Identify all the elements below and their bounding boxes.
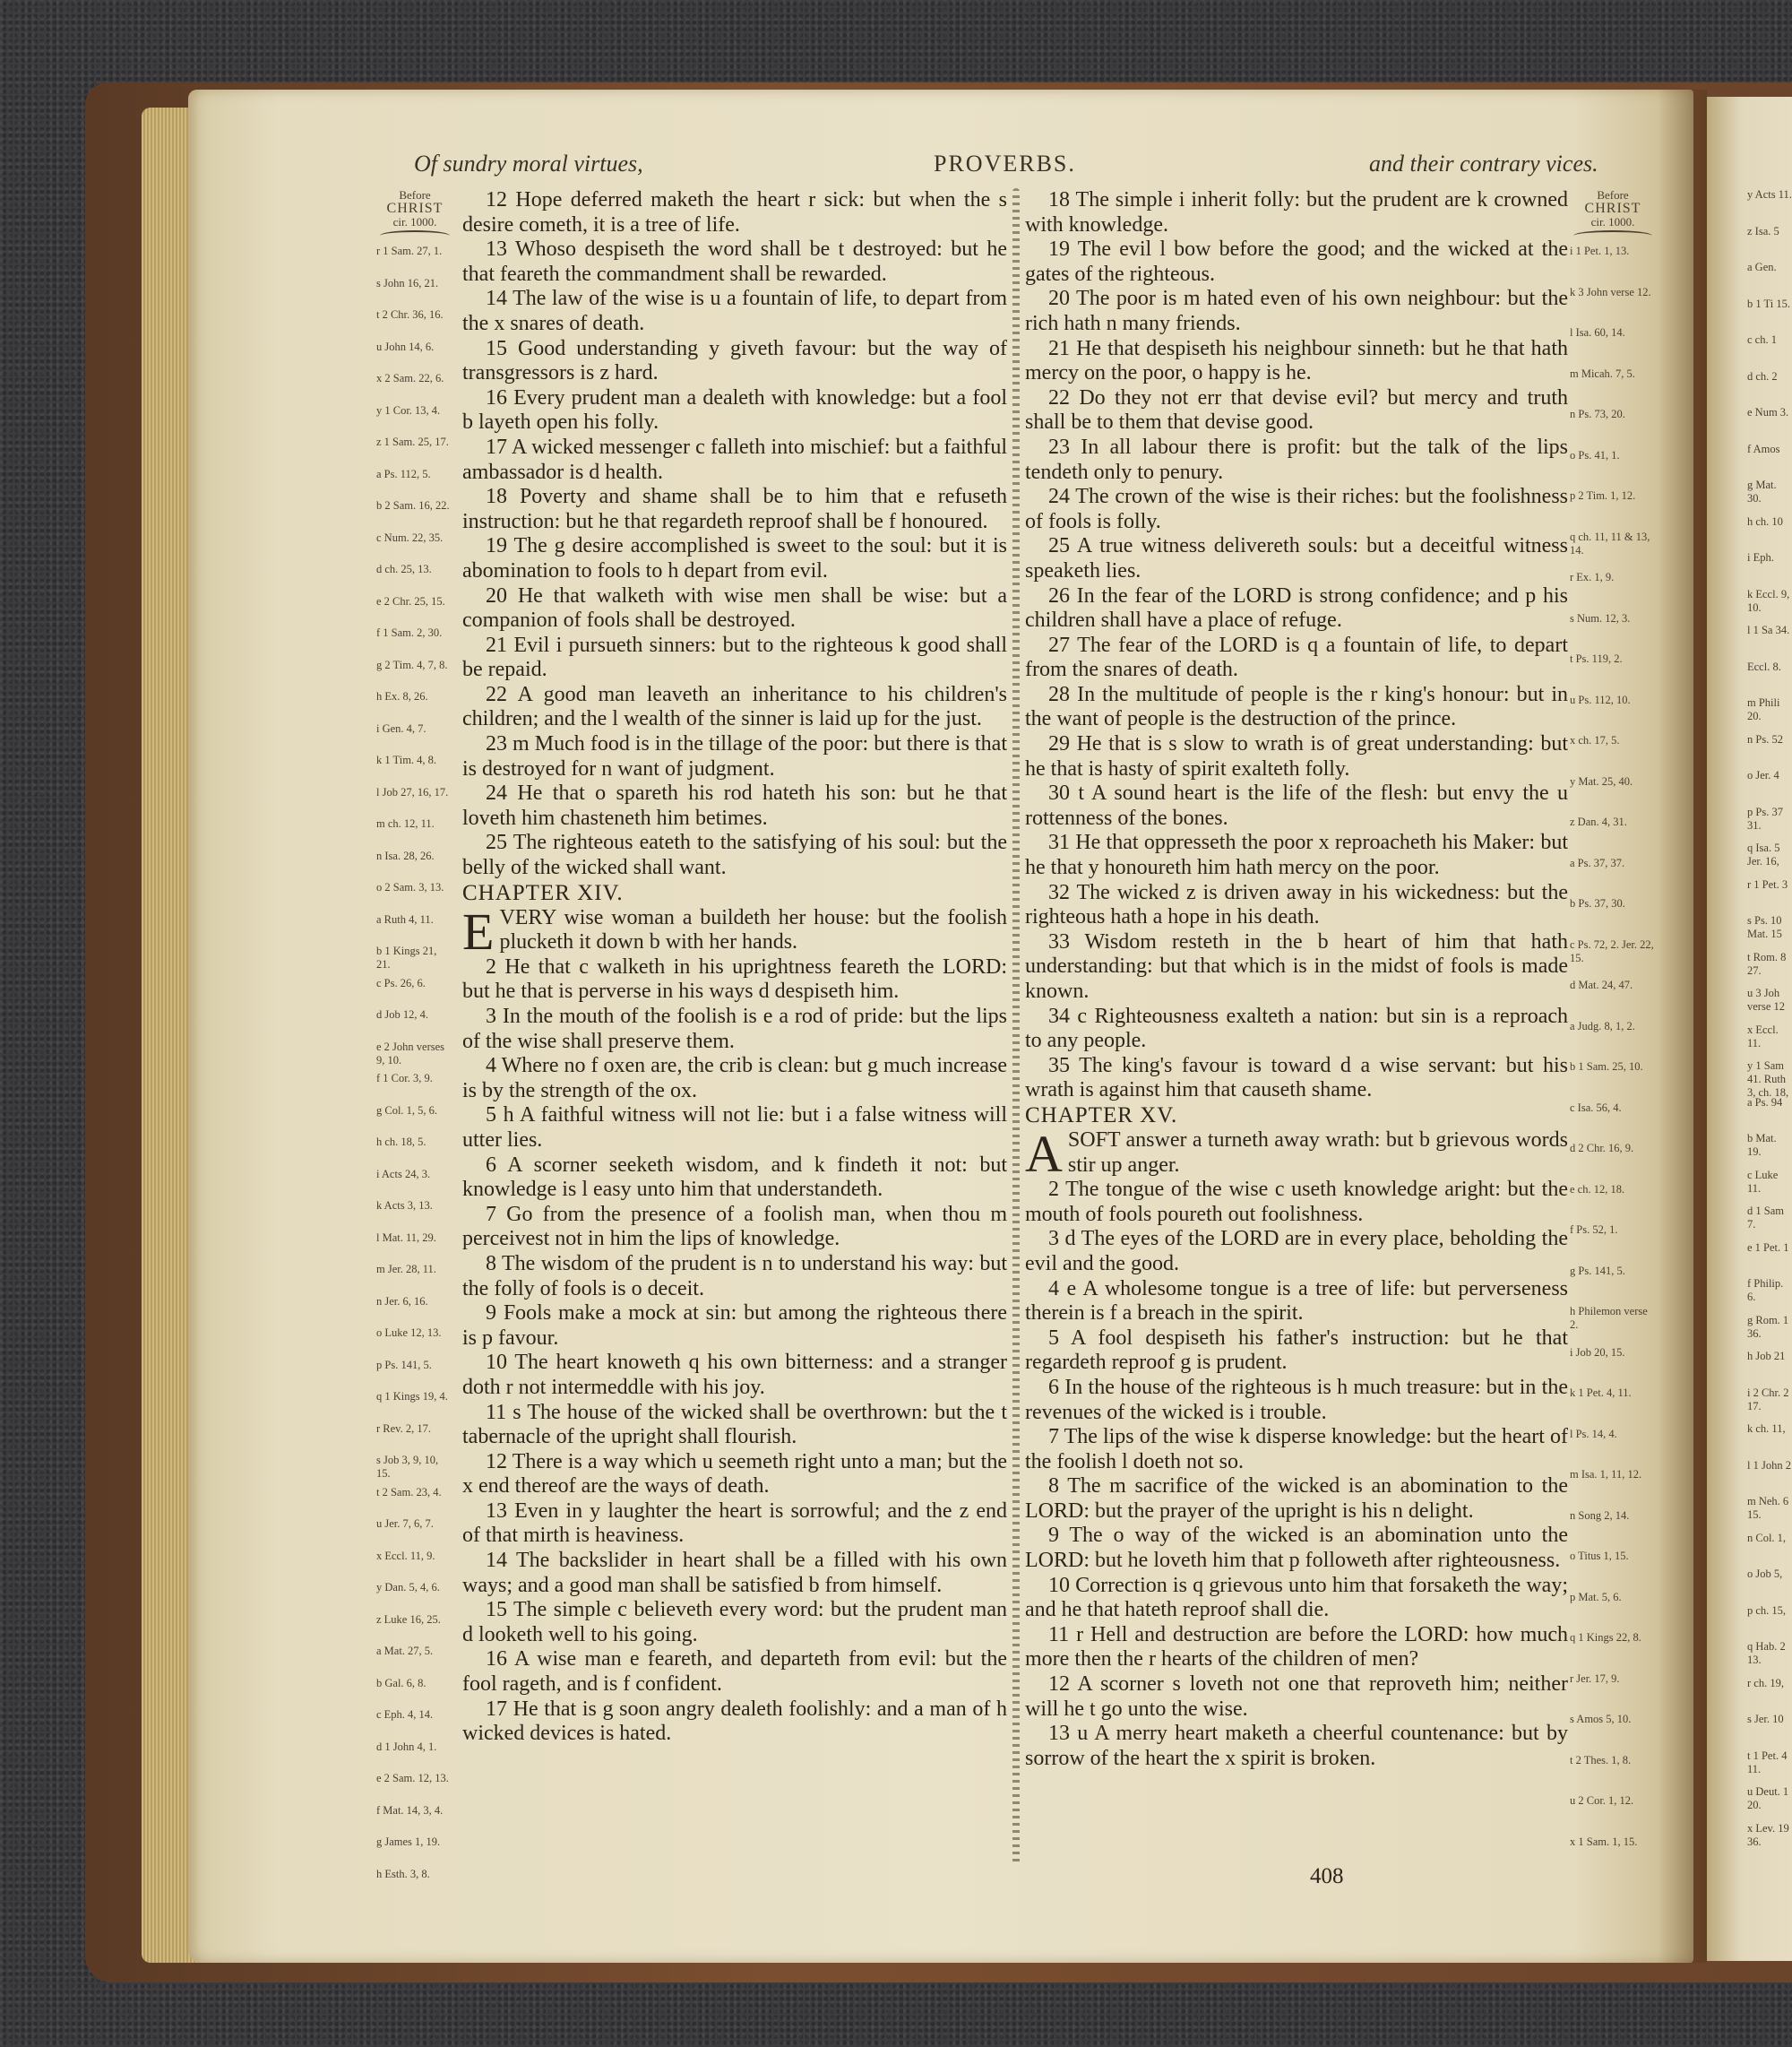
verse: 18 Poverty and shame shall be to him that e refuseth instruction: but he that regardeth reproof shall be f honoured. — [462, 485, 1007, 533]
date-label: cir. 1000. — [392, 215, 437, 229]
cross-reference: k Acts 3, 13. — [376, 1199, 433, 1212]
verse: 22 Do they not err that devise evil? but mercy and truth shall be to them that devise good. — [1025, 385, 1568, 435]
verse: 26 In the fear of the LORD is strong confidence; and p his children shall have a place of refuge. — [1025, 583, 1568, 633]
verse: 7 Go from the presence of a foolish man, when thou m perceivest not in him the lips of knowledge. — [462, 1202, 1007, 1251]
verse: 11 s The house of the wicked shall be overthrown: but the t tabernacle of the upright shall flourish. — [462, 1400, 1007, 1449]
verse: 11 r Hell and destruction are before the LORD: how much more then the r hearts of the children of men? — [1025, 1622, 1568, 1671]
cross-reference: c Isa. 56, 4. — [1570, 1101, 1622, 1114]
verse: 35 The king's favour is toward d a wise servant: but his wrath is against him that causeth shame. — [1025, 1053, 1568, 1102]
cross-reference: p Ps. 141, 5. — [376, 1358, 432, 1371]
verse: 19 The g desire accomplished is sweet to the soul: but it is abomination to fools to h depart from evil. — [462, 534, 1007, 583]
cross-reference: o Titus 1, 15. — [1570, 1550, 1629, 1562]
cross-reference: r Jer. 17, 9. — [1570, 1671, 1620, 1685]
verse: 13 Whoso despiseth the word shall be t destroyed: but he that feareth the commandment shall be rewarded. — [462, 238, 1007, 286]
cross-reference: n Ps. 73, 20. — [1570, 408, 1625, 420]
cross-reference: m Neh. 6 15. — [1747, 1495, 1789, 1521]
cross-reference: n Jer. 6, 16. — [376, 1294, 428, 1308]
cross-reference: c Eph. 4, 14. — [376, 1708, 434, 1721]
cross-reference: p Mat. 5, 6. — [1570, 1590, 1622, 1603]
cross-reference: s Ps. 10 Mat. 15 — [1747, 914, 1782, 940]
verse: 34 c Righteousness exalteth a nation: but sin is a reproach to any people. — [1025, 1004, 1568, 1053]
cross-reference: f Philip. 6. — [1747, 1277, 1784, 1303]
cross-reference: p 2 Tim. 1, 12. — [1570, 489, 1636, 502]
cross-reference: m ch. 12, 11. — [376, 817, 435, 830]
verse: 23 m Much food is in the tillage of the poor: but there is that is destroyed for n want of judgment. — [462, 732, 1007, 781]
verse: 9 Fools make a mock at sin: but among the righteous there is p favour. — [462, 1301, 1007, 1350]
verse: 8 The m sacrifice of the wicked is an abomination to the LORD: but the prayer of the upright is his n delight. — [1025, 1474, 1568, 1523]
verse: 31 He that oppresseth the poor x reproacheth his Maker: but he that y honoureth him hath mercy on the poor. — [1025, 831, 1568, 880]
left-text-column — [462, 188, 1007, 1747]
cross-reference: g Rom. 1 36. — [1747, 1313, 1789, 1340]
cross-reference: i 1 Pet. 1, 13. — [1570, 245, 1630, 257]
cross-reference: r 1 Pet. 3 — [1747, 877, 1788, 891]
cross-reference: h ch. 10 — [1747, 514, 1783, 528]
verse: 17 A wicked messenger c falleth into mischief: but a faithful ambassador is d health. — [462, 435, 1007, 484]
cross-reference: u Deut. 1 20. — [1747, 1785, 1789, 1811]
cross-reference: i 2 Chr. 2 17. — [1747, 1386, 1789, 1412]
verse: 2 He that c walketh in his uprightness feareth the LORD: but he that is perverse in his ways d despiseth him. — [462, 954, 1007, 1004]
right-margin-references — [1570, 188, 1656, 1903]
verse: 18 The simple i inherit folly: but the prudent are k crowned with knowledge. — [1025, 188, 1568, 237]
cross-reference: x 1 Sam. 1, 15. — [1570, 1835, 1638, 1848]
cross-reference: h Esth. 3, 8. — [376, 1867, 430, 1880]
ornament-swash — [1573, 230, 1652, 241]
drop-cap: E — [462, 902, 495, 961]
cross-reference: s Job 3, 9, 10, 15. — [376, 1454, 439, 1480]
cross-reference: m Jer. 28, 11. — [376, 1263, 436, 1275]
verse: 15 Good understanding y giveth favour: but the way of transgressors is z hard. — [462, 336, 1007, 385]
cross-reference: d ch. 25, 13. — [376, 563, 432, 575]
cross-reference: f 1 Cor. 3, 9. — [376, 1072, 433, 1084]
cross-reference: p Ps. 37 31. — [1747, 805, 1783, 832]
cross-reference: d 1 John 4, 1. — [376, 1740, 437, 1753]
cross-reference: y Dan. 5, 4, 6. — [376, 1581, 440, 1594]
verse: 2 The tongue of the wise c useth knowledge aright: but the mouth of fools poureth out foolishness. — [1025, 1178, 1568, 1226]
chapter-13-verses — [462, 188, 1007, 881]
cross-reference: d Job 12, 4. — [376, 1008, 428, 1021]
cross-reference: a Judg. 8, 1, 2. — [1570, 1019, 1635, 1032]
cross-reference: z Dan. 4, 31. — [1570, 816, 1627, 828]
cross-reference: k 3 John verse 12. — [1570, 285, 1651, 298]
left-margin-references — [376, 188, 453, 1926]
cross-reference: g Ps. 141, 5. — [1570, 1264, 1625, 1277]
chapter-15-verse-1 — [1025, 1124, 1568, 1183]
cross-reference: k 1 Pet. 4, 11. — [1570, 1386, 1632, 1399]
cross-reference: l Mat. 11, 29. — [376, 1231, 436, 1244]
verse: 20 He that walketh with wise men shall be wise: but a companion of fools shall be destroyed. — [462, 583, 1007, 633]
cross-reference: x Eccl. 11. — [1747, 1023, 1779, 1049]
cross-reference: e 2 John verses 9, 10. — [376, 1040, 445, 1067]
verse: 4 e A wholesome tongue is a tree of life: but perverseness therein is f a breach in the spirit. — [1025, 1276, 1568, 1326]
running-head-right: and their contrary vices. — [1369, 151, 1598, 177]
verse: 16 Every prudent man a dealeth with knowledge: but a fool b layeth open his folly. — [462, 385, 1007, 435]
gutter-shadow — [1658, 90, 1707, 1963]
cross-reference: y Acts 11. — [1747, 188, 1792, 201]
cross-reference: i Job 20, 15. — [1570, 1345, 1625, 1359]
cross-reference: f 1 Sam. 2, 30. — [376, 626, 443, 639]
verse: 28 In the multitude of people is the r king's honour: but in the want of people is the destruction of the prince. — [1025, 682, 1568, 731]
cross-reference: e 1 Pet. 1 — [1747, 1240, 1789, 1254]
cross-reference: g 2 Tim. 4, 7, 8. — [376, 658, 448, 671]
verse: 21 Evil i pursueth sinners: but to the righteous k good shall be repaid. — [462, 633, 1007, 682]
verse: 12 A scorner s loveth not one that reproveth him; neither will he t go unto the wise. — [1025, 1672, 1568, 1721]
verse: 19 The evil l bow before the good; and the wicked at the gates of the righteous. — [1025, 238, 1568, 286]
cross-reference: n Col. 1, — [1747, 1531, 1787, 1544]
verse: 10 The heart knoweth q his own bitterness: and a stranger doth r not intermeddle with his joy. — [462, 1351, 1007, 1399]
verse: 24 The crown of the wise is their riches: but the foolishness of fools is folly. — [1025, 485, 1568, 533]
verse: 3 d The eyes of the LORD are in every place, beholding the evil and the good. — [1025, 1227, 1568, 1275]
chapter-14-verses-continued — [1025, 188, 1568, 1103]
cross-reference: c Num. 22, 35. — [376, 531, 444, 544]
cross-reference: b Ps. 37, 30. — [1570, 897, 1625, 910]
before-label: Before — [399, 188, 431, 202]
cross-reference: x ch. 17, 5. — [1570, 734, 1620, 747]
page-number: 408 — [1310, 1864, 1344, 1888]
cross-reference: z Isa. 5 — [1747, 224, 1779, 238]
before-label: Before — [1597, 188, 1629, 202]
cross-reference: q Hab. 2 13. — [1747, 1640, 1786, 1666]
cross-reference: l Job 27, 16, 17. — [376, 785, 449, 799]
cross-reference: q Isa. 5 Jer. 16, — [1747, 842, 1780, 868]
cross-reference: u John 14, 6. — [376, 340, 435, 353]
right-text-column — [1025, 188, 1568, 1771]
cross-reference: q 1 Kings 19, 4. — [376, 1390, 448, 1403]
cross-reference: x Lev. 19 36. — [1747, 1821, 1789, 1848]
cross-reference: s Num. 12, 3. — [1570, 611, 1631, 625]
cross-reference: o Luke 12, 13. — [376, 1326, 442, 1339]
cross-reference: l 1 John 2 — [1747, 1458, 1791, 1472]
cross-reference: a Mat. 27, 5. — [376, 1645, 434, 1657]
cross-reference: h ch. 18, 5. — [376, 1136, 426, 1148]
date-label: cir. 1000. — [1590, 215, 1635, 229]
verse: 23 In all labour there is profit: but the talk of the lips tendeth only to penury. — [1025, 435, 1568, 484]
verse: 13 Even in y laughter the heart is sorrowful; and the z end of that mirth is heaviness. — [462, 1499, 1007, 1548]
cross-reference: o Job 5, — [1747, 1568, 1783, 1580]
verse: 14 The backslider in heart shall be a filled with his own ways; and a good man shall be satisfied b from himself. — [462, 1549, 1007, 1597]
verse: 16 A wise man e feareth, and departeth from evil: but the fool rageth, and is f confident. — [462, 1647, 1007, 1697]
cross-reference: c ch. 1 — [1747, 333, 1777, 346]
cross-reference: t Ps. 119, 2. — [1570, 652, 1623, 665]
chapter-14-verses — [462, 955, 1007, 1747]
cross-reference: g Col. 1, 5, 6. — [376, 1103, 438, 1117]
cross-reference: e ch. 12, 18. — [1570, 1182, 1625, 1196]
cross-reference: h Ex. 8, 26. — [376, 690, 428, 703]
cross-reference: b 1 Sam. 25, 10. — [1570, 1060, 1643, 1073]
cross-reference: n Ps. 52 — [1747, 732, 1783, 746]
cross-reference: b 1 Kings 21, 21. — [376, 945, 437, 971]
verse: 14 The law of the wise is u a fountain of life, to depart from the x snares of death. — [462, 287, 1007, 335]
cross-reference: a Ruth 4, 11. — [376, 912, 434, 926]
cross-reference: q 1 Kings 22, 8. — [1570, 1631, 1641, 1644]
cross-reference: n Isa. 28, 26. — [376, 849, 435, 862]
cross-reference: n Song 2, 14. — [1570, 1508, 1630, 1522]
christ-label: CHRIST — [386, 201, 444, 216]
cross-reference: f Amos — [1747, 442, 1780, 455]
cross-reference: b Mat. 19. — [1747, 1132, 1777, 1158]
cross-reference: c Ps. 72, 2. Jer. 22, 15. — [1570, 937, 1654, 964]
cross-reference: m Isa. 1, 11, 12. — [1570, 1468, 1642, 1481]
verse: 24 He that o spareth his rod hateth his son: but he that loveth him chasteneth him betimes. — [462, 782, 1007, 830]
verse: 12 Hope deferred maketh the heart r sick: but when the s desire cometh, it is a tree of life. — [462, 188, 1007, 237]
verse: 25 A true witness delivereth souls: but a deceitful witness speaketh lies. — [1025, 534, 1568, 583]
verse: 4 Where no f oxen are, the crib is clean: but g much increase is by the strength of the ox. — [462, 1054, 1007, 1102]
cross-reference: a Ps. 37, 37. — [1570, 856, 1625, 869]
drop-cap: A — [1025, 1124, 1063, 1183]
cross-reference: h Job 21 — [1747, 1350, 1786, 1362]
cross-reference: y 1 Cor. 13, 4. — [376, 403, 441, 417]
cross-reference: a Ps. 94 — [1747, 1095, 1783, 1109]
verse-text: VERY wise woman a buildeth her house: but the foolish plucketh it down b with her hands. — [499, 905, 1007, 954]
cross-reference: f Ps. 52, 1. — [1570, 1223, 1618, 1236]
cross-reference: d 1 Sam 7. — [1747, 1205, 1784, 1231]
verse: 13 u A merry heart maketh a cheerful countenance: but by sorrow of the heart the x spirit is broken. — [1025, 1722, 1568, 1770]
verse: 12 There is a way which u seemeth right unto a man; but the x end thereof are the ways of death. — [462, 1449, 1007, 1499]
cross-reference: i Gen. 4, 7. — [376, 721, 426, 735]
cross-reference: c Luke 11. — [1747, 1168, 1779, 1195]
cross-reference: o 2 Sam. 3, 13. — [376, 881, 444, 894]
cross-reference: b Gal. 6, 8. — [376, 1676, 426, 1689]
cross-reference: m Phili 20. — [1747, 696, 1780, 722]
verse-text: SOFT answer a turneth away wrath: but b grievous words stir up anger. — [1067, 1127, 1568, 1177]
before-christ-note — [1570, 188, 1656, 241]
verse: 5 A fool despiseth his father's instruction: but he that regardeth reproof g is prudent. — [1025, 1326, 1568, 1375]
verse: 17 He that is g soon angry dealeth foolishly: and a man of h wicked devices is hated. — [462, 1697, 1007, 1746]
verse: 29 He that is s slow to wrath is of great understanding: but he that is hasty of spirit exalteth folly. — [1025, 732, 1568, 781]
cross-reference: s John 16, 21. — [376, 276, 439, 289]
chapter-heading: CHAPTER XV. — [1025, 1102, 1178, 1127]
left-reference-list — [376, 245, 453, 1926]
cross-reference: o Jer. 4 — [1747, 769, 1779, 782]
cross-reference: l Isa. 60, 14. — [1570, 326, 1625, 339]
running-head-left: Of sundry moral virtues, — [414, 151, 643, 177]
verse: 6 In the house of the righteous is h much treasure: but in the revenues of the wicked is i trouble. — [1025, 1375, 1568, 1424]
verse: 9 The o way of the wicked is an abomination unto the LORD: but he loveth him that p followeth after righteousness. — [1025, 1524, 1568, 1573]
cross-reference: u 3 Joh verse 12 — [1747, 987, 1785, 1013]
cross-reference: l 1 Sa 34. — [1747, 624, 1790, 636]
chapter-heading: CHAPTER XIV. — [462, 880, 624, 905]
cross-reference: z Luke 16, 25. — [376, 1612, 441, 1626]
verse: 10 Correction is q grievous unto him that forsaketh the way; and he that hateth reproof shall die. — [1025, 1573, 1568, 1622]
cross-reference: y Mat. 25, 40. — [1570, 774, 1633, 788]
cross-reference: b 1 Ti 15. — [1747, 297, 1790, 310]
cross-reference: g James 1, 19. — [376, 1835, 441, 1848]
chapter-14-verse-1 — [462, 902, 1007, 961]
verse: 6 A scorner seeketh wisdom, and k findeth it not: but knowledge is l easy unto him that understandeth. — [462, 1153, 1007, 1202]
facing-page-margin-references — [1747, 188, 1792, 1885]
cross-reference: x Eccl. 11, 9. — [376, 1549, 435, 1562]
cross-reference: k 1 Tim. 4, 8. — [376, 754, 437, 766]
cross-reference: u Jer. 7, 6, 7. — [376, 1517, 434, 1530]
cross-reference: l Ps. 14, 4. — [1570, 1427, 1617, 1440]
cross-reference: o Ps. 41, 1. — [1570, 448, 1620, 462]
cross-reference: k ch. 11, — [1747, 1422, 1786, 1435]
running-head-title: PROVERBS. — [934, 151, 1076, 177]
cross-reference: i Acts 24, 3. — [376, 1167, 431, 1180]
chapter-15-verses — [1025, 1178, 1568, 1771]
verse: 5 h A faithful witness will not lie: but i a false witness will utter lies. — [462, 1103, 1007, 1152]
cross-reference: e Num 3. — [1747, 406, 1789, 419]
ornament-swash — [380, 230, 450, 241]
cross-reference: y 1 Sam 41. Ruth 3, ch. 18, — [1747, 1059, 1789, 1099]
verse: 7 The lips of the wise k disperse knowledge: but the heart of the foolish l doeth not so. — [1025, 1425, 1568, 1473]
verse: 8 The wisdom of the prudent is n to understand his way: but the folly of fools is o deceit. — [462, 1251, 1007, 1300]
cross-reference: u Ps. 112, 10. — [1570, 693, 1631, 706]
cross-reference: t Rom. 8 27. — [1747, 950, 1787, 977]
cross-reference: d ch. 2 — [1747, 369, 1778, 383]
before-christ-note — [376, 188, 453, 241]
cross-reference: Eccl. 8. — [1747, 660, 1781, 673]
cross-reference: c Ps. 26, 6. — [376, 976, 426, 989]
cross-reference: t 2 Thes. 1, 8. — [1570, 1753, 1632, 1766]
cross-reference: a Ps. 112, 5. — [376, 467, 431, 480]
verse: 32 The wicked z is driven away in his wickedness: but the righteous hath a hope in his death. — [1025, 880, 1568, 929]
cross-reference: t 1 Pet. 4 11. — [1747, 1749, 1788, 1775]
cross-reference: d 2 Chr. 16, 9. — [1570, 1142, 1634, 1154]
verse: 33 Wisdom resteth in the b heart of him that hath understanding: but that which is in the midst of fools is made known. — [1025, 929, 1568, 1003]
verse: 21 He that despiseth his neighbour sinneth: but he that hath mercy on the poor, o happy is he. — [1025, 336, 1568, 385]
verse: 25 The righteous eateth to the satisfying of his soul: but the belly of the wicked shall want. — [462, 831, 1007, 880]
cross-reference: d Mat. 24, 47. — [1570, 979, 1633, 991]
cross-reference: h Philemon verse 2. — [1570, 1305, 1648, 1331]
cross-reference: a Gen. — [1747, 261, 1777, 273]
cross-reference: e 2 Chr. 25, 15. — [376, 594, 445, 608]
verse: 30 t A sound heart is the life of the flesh: but envy the u rottenness of the bones. — [1025, 782, 1568, 830]
verse: 15 The simple c believeth every word: but the prudent man d looketh well to his going. — [462, 1598, 1007, 1646]
verse: 22 A good man leaveth an inheritance to his children's children; and the l wealth of the sinner is laid up for the just. — [462, 682, 1007, 731]
right-reference-list — [1570, 245, 1656, 1903]
cross-reference: r 1 Sam. 27, 1. — [376, 245, 443, 257]
cross-reference: t 2 Sam. 23, 4. — [376, 1485, 442, 1499]
cross-reference: m Micah. 7, 5. — [1570, 367, 1635, 380]
verse: 20 The poor is m hated even of his own neighbour: but the rich hath n many friends. — [1025, 287, 1568, 335]
cross-reference: p ch. 15, — [1747, 1603, 1787, 1617]
cross-reference: k Eccl. 9, 10. — [1747, 587, 1790, 614]
cross-reference: t 2 Chr. 36, 16. — [376, 308, 444, 321]
facing-reference-list — [1747, 188, 1792, 1885]
cross-reference: g Mat. 30. — [1747, 479, 1777, 505]
christ-label: CHRIST — [1584, 201, 1641, 216]
cross-reference: s Jer. 10 — [1747, 1713, 1784, 1725]
column-divider — [1012, 188, 1020, 1864]
cross-reference: r Ex. 1, 9. — [1570, 571, 1615, 583]
cross-reference: i Eph. — [1747, 551, 1774, 564]
cross-reference: z 1 Sam. 25, 17. — [376, 436, 449, 448]
cross-reference: u 2 Cor. 1, 12. — [1570, 1794, 1634, 1807]
cross-reference: e 2 Sam. 12, 13. — [376, 1772, 449, 1784]
cross-reference: x 2 Sam. 22, 6. — [376, 372, 444, 384]
cross-reference: r ch. 19, — [1747, 1676, 1784, 1689]
cross-reference: s Amos 5, 10. — [1570, 1713, 1632, 1725]
cross-reference: q ch. 11, 11 & 13, 14. — [1570, 530, 1650, 557]
verse: 27 The fear of the LORD is q a fountain of life, to depart from the snares of death. — [1025, 633, 1568, 682]
cross-reference: f Mat. 14, 3, 4. — [376, 1803, 444, 1817]
cross-reference: b 2 Sam. 16, 22. — [376, 499, 450, 512]
verse: 3 In the mouth of the foolish is e a rod of pride: but the lips of the wise shall preserve them. — [462, 1005, 1007, 1053]
cross-reference: r Rev. 2, 17. — [376, 1421, 431, 1435]
